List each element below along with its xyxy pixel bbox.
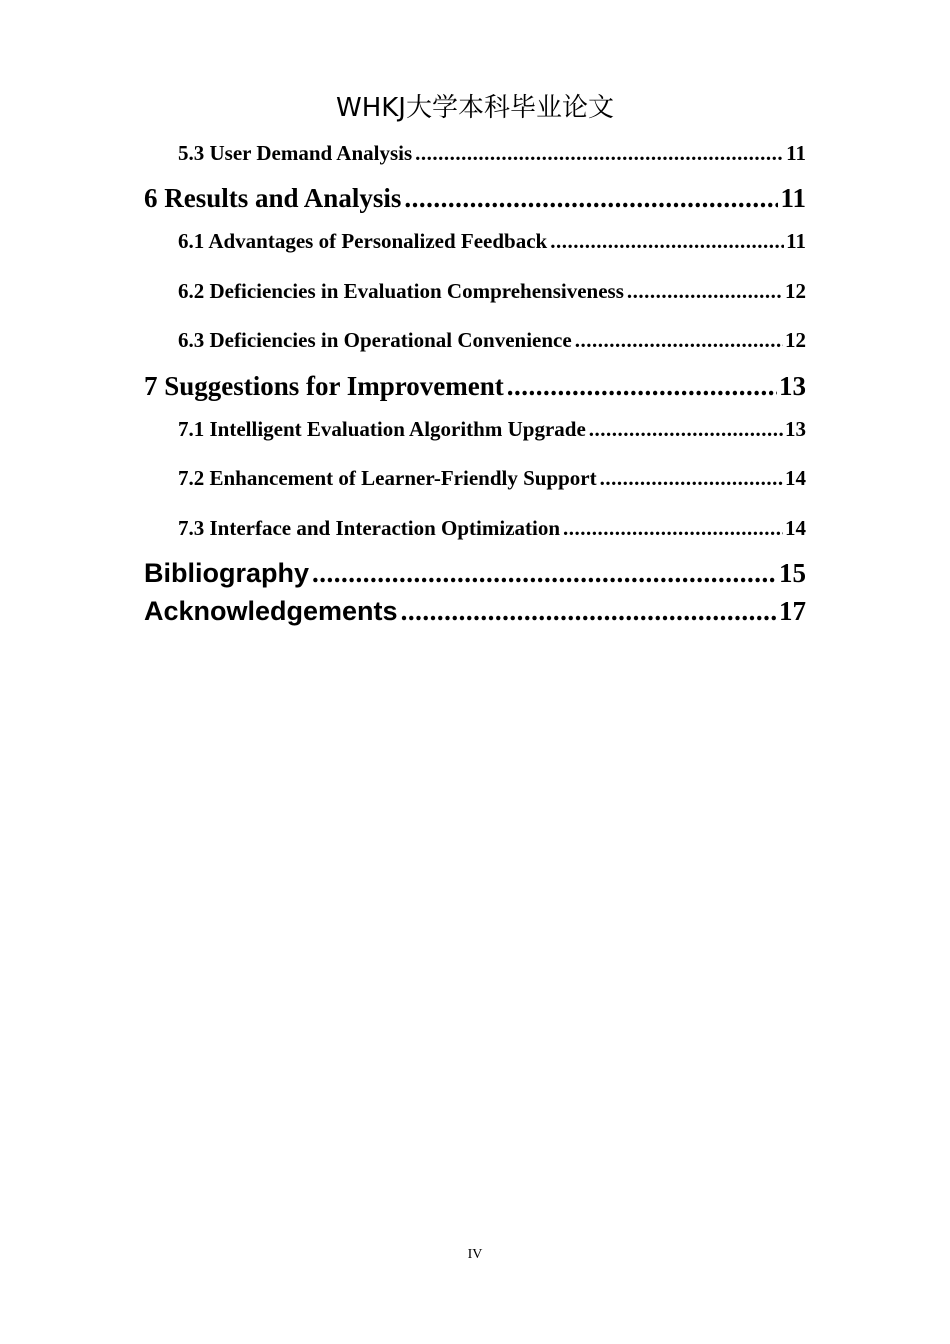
toc-entry-page: 12 [785, 279, 806, 303]
toc-entry-title: 6.3 Deficiencies in Operational Convenience [178, 328, 572, 352]
toc-entry-page: 11 [780, 183, 806, 213]
toc-entry-page: 12 [785, 328, 806, 352]
toc-entry-page: 14 [785, 466, 806, 490]
toc-dot-leader [563, 515, 783, 541]
toc-entry-7-3[interactable] [178, 515, 806, 541]
toc-entry-7-2[interactable] [178, 465, 806, 491]
toc-entry-page: 13 [779, 371, 806, 401]
toc-dot-leader [507, 370, 777, 402]
toc-entry-title: 5.3 User Demand Analysis [178, 141, 413, 165]
toc-entry-title: 7 Suggestions for Improvement [144, 371, 504, 401]
toc-entry-title: 6 Results and Analysis [144, 183, 402, 213]
toc-dot-leader [415, 140, 784, 166]
toc-dot-leader [575, 327, 783, 353]
toc-dot-leader [401, 595, 777, 627]
toc-entry-page: 15 [779, 558, 806, 588]
toc-entry-page: 11 [786, 141, 806, 165]
toc-dot-leader [550, 228, 784, 254]
toc-dot-leader [600, 465, 783, 491]
toc-entry-title: 6.1 Advantages of Personalized Feedback [178, 229, 548, 253]
toc-entry-page: 13 [785, 417, 806, 441]
toc-entry-title: 7.1 Intelligent Evaluation Algorithm Upgrade [178, 417, 586, 441]
toc-entry-page: 11 [786, 229, 806, 253]
toc-entry-title: 7.3 Interface and Interaction Optimization [178, 516, 561, 540]
toc-entry-5-3[interactable] [178, 140, 806, 166]
toc-entry-title: 7.2 Enhancement of Learner-Friendly Support [178, 466, 597, 490]
toc-entry-acknowledgements[interactable] [144, 595, 806, 627]
toc-dot-leader [404, 182, 778, 214]
toc-entry-6-2[interactable] [178, 278, 806, 304]
toc-entry-bibliography[interactable] [144, 557, 806, 589]
page-header-title: WHKJ大学本科毕业论文 [336, 93, 614, 123]
toc-entry-page: 14 [785, 516, 806, 540]
toc-dot-leader [627, 278, 783, 304]
toc-entry-page: 17 [779, 596, 806, 626]
toc-dot-leader [312, 557, 777, 589]
toc-entry-title: Acknowledgements [144, 596, 398, 626]
toc-entry-title: 6.2 Deficiencies in Evaluation Comprehensiveness [178, 279, 624, 303]
toc-entry-6-1[interactable] [178, 228, 806, 254]
toc-dot-leader [589, 416, 783, 442]
toc-entry-chapter-7[interactable] [144, 370, 806, 402]
toc-entry-7-1[interactable] [178, 416, 806, 442]
toc-entry-title: Bibliography [144, 558, 310, 588]
toc-entry-chapter-6[interactable] [144, 182, 806, 214]
toc-entry-6-3[interactable] [178, 327, 806, 353]
page-number: IV [467, 1247, 483, 1262]
